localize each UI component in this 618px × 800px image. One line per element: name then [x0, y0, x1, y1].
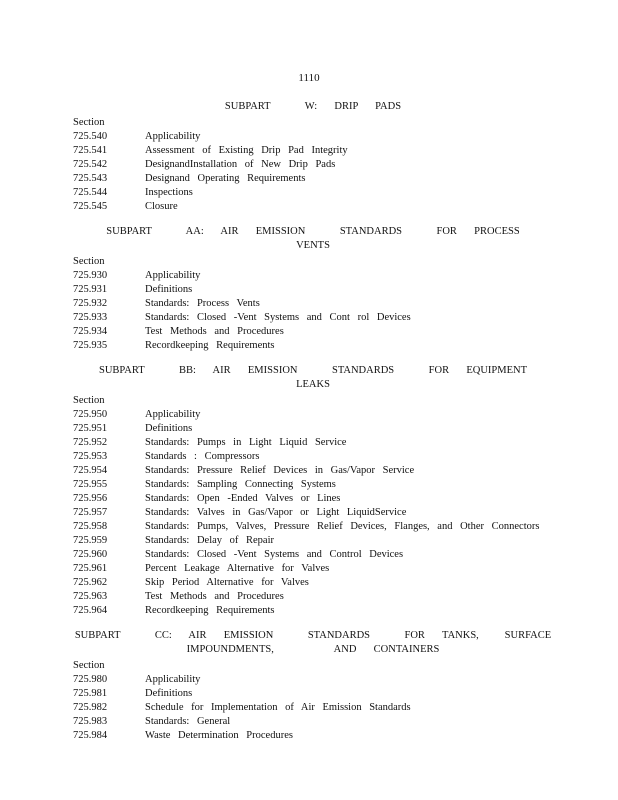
- toc-entry: [73, 339, 553, 353]
- toc-entry: [73, 283, 553, 297]
- toc-entry: [73, 158, 553, 172]
- toc-entry: [73, 311, 553, 325]
- toc-entry: [73, 604, 553, 618]
- section-number: 725.980: [73, 674, 108, 685]
- section-column-label: Section: [73, 660, 105, 671]
- section-title: Applicability: [145, 409, 201, 420]
- section-title: Designand Operating Requirements: [145, 173, 306, 184]
- toc-entry: [73, 492, 553, 506]
- toc-entry: [73, 729, 553, 743]
- subpart-block: [73, 225, 553, 353]
- section-title: Definitions: [145, 423, 193, 434]
- section-number: 725.933: [73, 312, 108, 323]
- section-title: Applicability: [145, 131, 201, 142]
- toc-entry: [73, 687, 553, 701]
- section-title: Waste Determination Procedures: [145, 730, 293, 741]
- section-title: Assessment of Existing Drip Pad Integrity: [145, 145, 348, 156]
- toc-entry: [73, 130, 553, 144]
- toc-entry: [73, 520, 553, 534]
- section-number: 725.962: [73, 577, 108, 588]
- section-number: 725.960: [73, 549, 108, 560]
- section-number: 725.545: [73, 201, 108, 212]
- toc-entry: [73, 673, 553, 687]
- toc-entry: [73, 701, 553, 715]
- section-title: Percent Leakage Alternative for Valves: [145, 563, 330, 574]
- section-title: Applicability: [145, 674, 201, 685]
- subpart-heading: [73, 100, 553, 114]
- toc-entry: [73, 478, 553, 492]
- subpart-block: [73, 100, 553, 214]
- section-number: 725.952: [73, 437, 108, 448]
- section-title: Standards: Pumps in Light Liquid Service: [145, 437, 347, 448]
- toc-entry: [73, 450, 553, 464]
- section-title: Schedule for Implementation of Air Emission Standards: [145, 702, 411, 713]
- subpart-heading-line: SUBPART BB: AIR EMISSION STANDARDS FOR EQUIPMENT LEAKS: [98, 365, 562, 390]
- toc-entry: [73, 172, 553, 186]
- section-title: Standards: Pressure Relief Devices in Gas/Vapor Service: [145, 465, 415, 476]
- section-number: 725.956: [73, 493, 108, 504]
- section-number: 725.958: [73, 521, 108, 532]
- toc-entry: [73, 144, 553, 158]
- subpart-block: [73, 364, 562, 618]
- section-title: Skip Period Alternative for Valves: [145, 577, 309, 588]
- toc-entry: [73, 576, 553, 590]
- section-title: Standards: Sampling Connecting Systems: [145, 479, 336, 490]
- section-title: Definitions: [145, 284, 193, 295]
- section-title: Standards: Closed -Vent Systems and Cont rol Devices: [145, 312, 411, 323]
- toc-entry: [73, 715, 553, 729]
- section-title: Standards: Open -Ended Valves or Lines: [145, 493, 341, 504]
- section-number: 725.932: [73, 298, 108, 309]
- toc-entry: [73, 590, 553, 604]
- section-number: 725.543: [73, 173, 108, 184]
- section-title: Inspections: [145, 187, 193, 198]
- subpart-block: [73, 629, 553, 743]
- section-number: 725.961: [73, 563, 108, 574]
- toc-entry: [73, 562, 553, 576]
- section-column-label: Section: [73, 256, 105, 267]
- section-title: Standards: Valves in Gas/Vapor or Light LiquidService: [145, 507, 407, 518]
- section-title: Standards: Delay of Repair: [145, 535, 275, 546]
- toc-entry: [73, 297, 553, 311]
- section-number: 725.931: [73, 284, 108, 295]
- section-title: Recordkeeping Requirements: [145, 605, 275, 616]
- toc-entry: [73, 422, 553, 436]
- section-number: 725.934: [73, 326, 108, 337]
- subpart-heading-line: SUBPART AA: AIR EMISSION STANDARDS FOR PROCESS VENTS: [106, 226, 555, 251]
- section-number: 725.935: [73, 340, 108, 351]
- toc-entry: [73, 464, 553, 478]
- section-number: 725.982: [73, 702, 108, 713]
- toc-entry: [73, 548, 553, 562]
- toc-entry: [73, 325, 553, 339]
- subpart-heading-line: IMPOUNDMENTS, AND CONTAINERS: [186, 644, 440, 655]
- section-number: 725.981: [73, 688, 108, 699]
- section-number: 725.963: [73, 591, 108, 602]
- section-title: Test Methods and Procedures: [145, 326, 284, 337]
- section-column-label: Section: [73, 117, 105, 128]
- section-number: 725.964: [73, 605, 108, 616]
- section-title: Test Methods and Procedures: [145, 591, 284, 602]
- table-of-contents: [73, 100, 562, 743]
- subpart-heading-line: SUBPART CC: AIR EMISSION STANDARDS FOR TANKS, SURFACE: [74, 630, 552, 641]
- section-title: Definitions: [145, 688, 193, 699]
- section-number: 725.951: [73, 423, 108, 434]
- section-number: 725.930: [73, 270, 108, 281]
- section-title: Recordkeeping Requirements: [145, 340, 275, 351]
- section-title: Standards: General: [145, 716, 231, 727]
- section-number: 725.954: [73, 465, 108, 476]
- toc-entry: [73, 506, 553, 520]
- section-number: 725.540: [73, 131, 108, 142]
- subpart-heading-line: SUBPART W: DRIP PADS: [224, 101, 402, 112]
- section-number: 725.957: [73, 507, 108, 518]
- section-title: Standards: Pumps, Valves, Pressure Relief Devices, Flanges, and Other Connectors: [145, 521, 540, 532]
- section-number: 725.950: [73, 409, 108, 420]
- toc-entry: [73, 534, 553, 548]
- toc-entry: [73, 436, 553, 450]
- section-title: Applicability: [145, 270, 201, 281]
- section-title: Standards : Compressors: [145, 451, 260, 462]
- toc-entry: [73, 186, 553, 200]
- section-column-label: Section: [73, 395, 105, 406]
- section-number: 725.544: [73, 187, 108, 198]
- subpart-heading: [73, 629, 553, 657]
- section-number: 725.955: [73, 479, 108, 490]
- page-number: 1110: [298, 72, 320, 84]
- toc-entry: [73, 200, 553, 214]
- section-number: 725.984: [73, 730, 108, 741]
- section-title: Closure: [145, 201, 178, 212]
- section-title: Standards: Process Vents: [145, 298, 260, 309]
- toc-entry: [73, 269, 553, 283]
- subpart-heading: [73, 225, 553, 253]
- section-number: 725.541: [73, 145, 108, 156]
- section-number: 725.983: [73, 716, 108, 727]
- section-number: 725.953: [73, 451, 108, 462]
- section-title: DesignandInstallation of New Drip Pads: [145, 159, 336, 170]
- toc-entry: [73, 408, 553, 422]
- section-number: 725.542: [73, 159, 108, 170]
- section-number: 725.959: [73, 535, 108, 546]
- section-title: Standards: Closed -Vent Systems and Control Devices: [145, 549, 404, 560]
- subpart-heading: [73, 364, 562, 392]
